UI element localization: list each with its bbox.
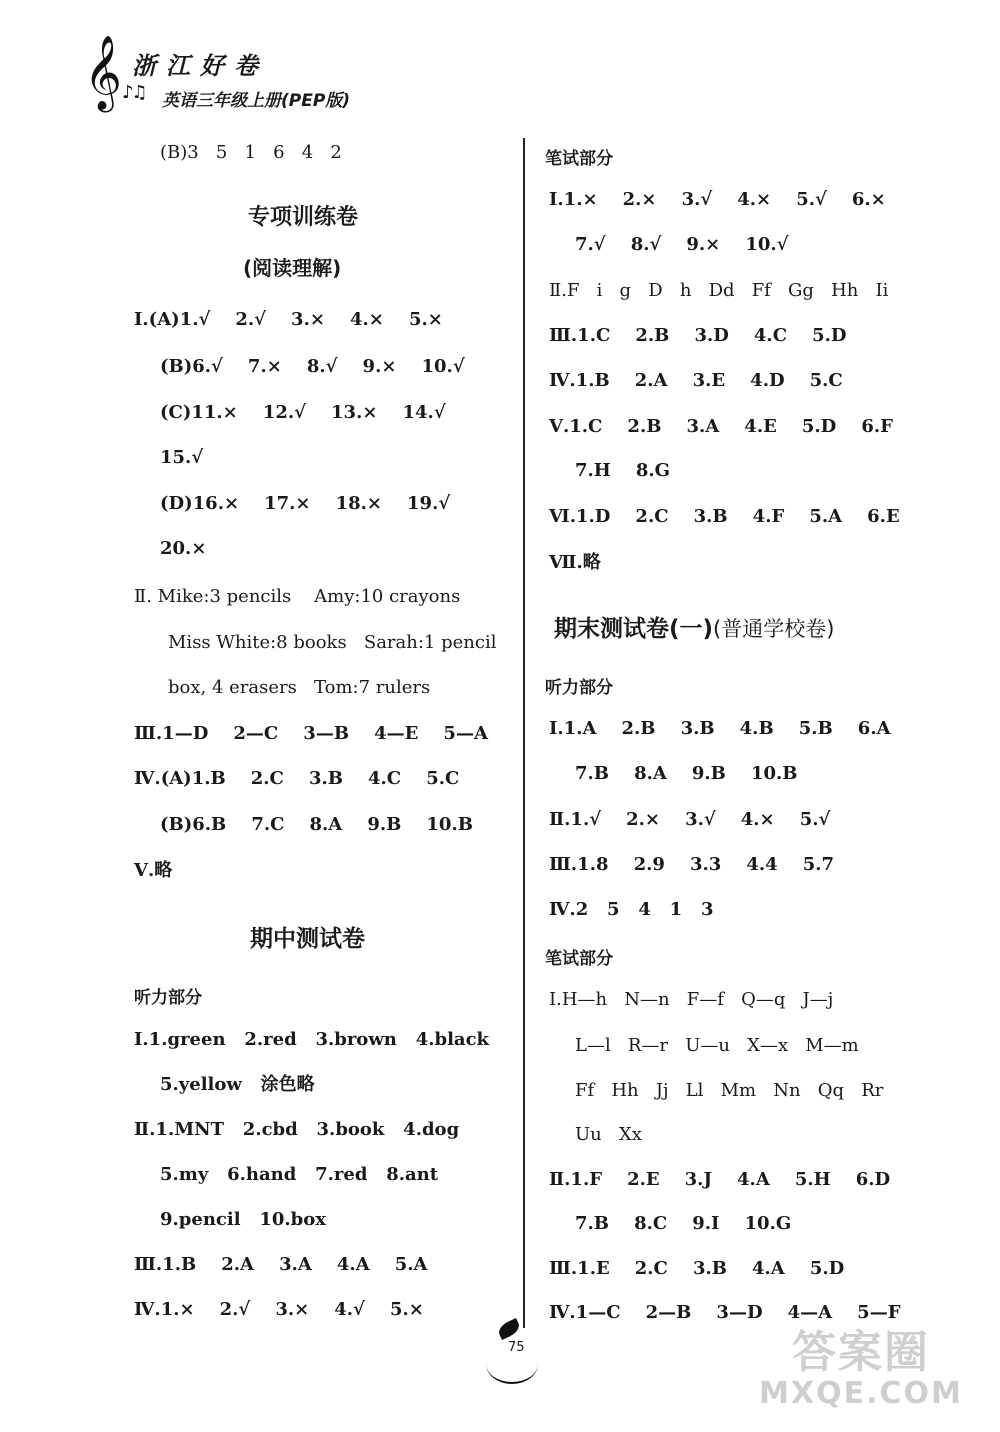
answer-line: Ⅲ.1.C 2.B 3.D 4.C 5.D: [549, 325, 847, 346]
answer-line: Ⅳ.(A)1.B 2.C 3.B 4.C 5.C: [134, 768, 460, 789]
answer-line: (D)16.× 17.× 18.× 19.√: [160, 493, 451, 514]
book-subtitle: 英语三年级上册(PEP版): [162, 91, 351, 111]
part-label-written: 笔试部分: [545, 949, 613, 969]
answer-line: (C)11.× 12.√ 13.× 14.√: [160, 402, 446, 423]
music-notes-icon: ♪♫: [122, 82, 146, 103]
answer-line: Ⅰ.1.A 2.B 3.B 4.B 5.B 6.A: [549, 718, 891, 739]
answer-line: Uu Xx: [575, 1124, 642, 1145]
answer-line: Ⅱ.1.F 2.E 3.J 4.A 5.H 6.D: [549, 1169, 891, 1190]
answer-line: Ⅰ.1.green 2.red 3.brown 4.black: [134, 1029, 490, 1050]
answer-line: 7.B 8.C 9.I 10.G: [575, 1213, 792, 1234]
section-title-midterm: 期中测试卷: [250, 926, 365, 952]
leaf-icon: [496, 1318, 522, 1340]
answer-line: 5.my 6.hand 7.red 8.ant: [160, 1164, 439, 1185]
answer-line: 7.√ 8.√ 9.× 10.√: [575, 234, 789, 255]
section-title-final: [554, 610, 834, 643]
answer-line: 7.H 8.G: [575, 460, 671, 481]
section-title-special: 专项训练卷: [248, 205, 359, 230]
answer-line: Ⅲ.1.E 2.C 3.B 4.A 5.D: [549, 1258, 845, 1279]
answer-line: Ⅰ.H—h N—n F—f Q—q J—j: [549, 989, 834, 1010]
answer-line: (B)6.√ 7.× 8.√ 9.× 10.√: [160, 356, 465, 377]
answer-line: Ⅳ.1.B 2.A 3.E 4.D 5.C: [549, 370, 843, 391]
answer-line: 5.yellow 涂色略: [160, 1074, 315, 1095]
section-subtitle-reading: (阅读理解): [243, 256, 342, 280]
answer-line: Ⅰ.1.× 2.× 3.√ 4.× 5.√ 6.×: [549, 189, 886, 210]
answer-line: Ⅴ.略: [134, 860, 173, 881]
answer-line: Ⅲ.1.8 2.9 3.3 4.4 5.7: [549, 854, 835, 875]
series-title: 浙江好卷: [132, 52, 268, 80]
answer-line: 15.√: [160, 447, 204, 468]
answer-line: Ⅶ.略: [549, 552, 601, 573]
page-header: [84, 38, 404, 118]
page-footer: [486, 1318, 546, 1398]
answer-line: Ⅵ.1.D 2.C 3.B 4.F 5.A 6.E: [549, 506, 900, 527]
answer-line: box, 4 erasers Tom:7 rulers: [168, 677, 431, 698]
answer-line: (B)6.B 7.C 8.A 9.B 10.B: [160, 814, 473, 835]
part-label-written: 笔试部分: [545, 149, 613, 169]
answer-line: Ⅲ.1—D 2—C 3—B 4—E 5—A: [134, 723, 488, 744]
answer-line: Ff Hh Jj Ll Mm Nn Qq Rr: [575, 1080, 884, 1101]
answer-line: Ⅲ.1.B 2.A 3.A 4.A 5.A: [134, 1254, 428, 1275]
answer-line: Ⅱ.1.MNT 2.cbd 3.book 4.dog: [134, 1119, 460, 1140]
column-divider: [523, 138, 525, 1328]
watermark-url: MXQE.COM: [759, 1376, 963, 1411]
answer-line: Ⅳ.1—C 2—B 3—D 4—A 5—F: [549, 1302, 901, 1323]
answer-line: L—l R—r U—u X—x M—m: [575, 1035, 859, 1056]
answer-line: Ⅳ.1.× 2.√ 3.× 4.√ 5.×: [134, 1299, 424, 1320]
answer-line: Ⅰ.(A)1.√ 2.√ 3.× 4.× 5.×: [134, 309, 443, 330]
final-title-main: 期末测试卷(一): [554, 616, 714, 642]
answer-line: Ⅱ. Mike:3 pencils Amy:10 crayons: [134, 586, 461, 607]
page-number: 75: [508, 1340, 525, 1355]
watermark: [736, 1328, 986, 1418]
part-label-listening: 听力部分: [134, 988, 202, 1008]
treble-clef-icon: 𝄞: [84, 36, 122, 110]
answer-line: Ⅳ.2 5 4 1 3: [549, 899, 714, 920]
answer-line: 9.pencil 10.box: [160, 1209, 326, 1230]
answer-line: Miss White:8 books Sarah:1 pencil: [168, 632, 497, 653]
part-label-listening: 听力部分: [545, 678, 613, 698]
answer-line: 20.×: [160, 538, 207, 559]
answer-line: Ⅱ.F i g D h Dd Ff Gg Hh Ii: [549, 280, 889, 301]
answer-line: Ⅱ.1.√ 2.× 3.√ 4.× 5.√: [549, 809, 831, 830]
answer-line: 7.B 8.A 9.B 10.B: [575, 763, 798, 784]
final-title-suffix: (普通学校卷): [713, 617, 835, 641]
watermark-logo-text: 答案圈: [792, 1327, 930, 1378]
answer-line: Ⅴ.1.C 2.B 3.A 4.E 5.D 6.F: [549, 416, 893, 437]
swoosh-decoration: [486, 1344, 538, 1384]
answer-line: (B)3 5 1 6 4 2: [160, 142, 342, 163]
